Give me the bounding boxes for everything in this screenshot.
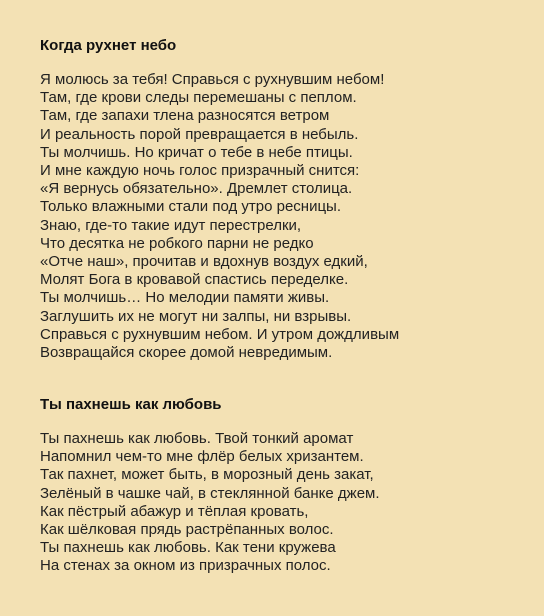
poem-block [40,37,520,362]
poem-line: Справься с рухнувшим небом. И утром дождливым [40,325,400,343]
poem-line: Заглушить их не могут ни залпы, ни взрывы. [40,307,352,325]
poem-line: Что десятка не робкого парни не редко [40,234,314,252]
poem-line: «Я вернусь обязательно». Дремлет столица. [40,180,353,198]
poem-line: Зелёный в чашке чай, в стеклянной банке джем. [40,484,380,502]
poem-block [40,396,520,576]
poem-line: Там, где крови следы перемешаны с пеплом. [40,89,357,107]
poem-text [40,71,520,362]
poem-line: Ты пахнешь как любовь. Твой тонкий аромат [40,430,354,447]
poem-line: Знаю, где-то такие идут перестрелки, [40,216,302,234]
poem-line: «Отче наш», прочитав и вдохнув воздух едкий, [40,253,368,271]
poem-title: Ты пахнешь как любовь [40,396,222,413]
poem-line: И мне каждую ночь голос призрачный снится: [40,162,360,180]
poem-line: Молят Бога в кровавой спастись переделке. [40,271,349,289]
poem-title: Когда рухнет небо [40,37,177,54]
poem-line: Ты пахнешь как любовь. Как тени кружева [40,539,336,557]
poem-line: Возвращайся скорее домой невредимым. [40,344,333,362]
poem-line: На стенах за окном из призрачных полос. [40,557,331,575]
poem-line: Я молюсь за тебя! Справься с рухнувшим небом! [40,71,385,88]
poem-line: Напомнил чем-то мне флёр белых хризантем. [40,448,364,466]
poem-line: Только влажными стали под утро ресницы. [40,198,341,216]
poem-line: Ты молчишь… Но мелодии памяти живы. [40,289,330,307]
poem-text [40,430,520,576]
poem-line: И реальность порой превращается в небыль. [40,125,359,143]
poem-line: Как шёлковая прядь растрёпанных волос. [40,521,334,539]
poem-line: Там, где запахи тлена разносятся ветром [40,107,330,125]
poem-line: Как пёстрый абажур и тёплая кровать, [40,502,309,520]
poem-line: Ты молчишь. Но кричат о тебе в небе птицы. [40,143,353,161]
poem-line: Так пахнет, может быть, в морозный день закат, [40,466,374,484]
